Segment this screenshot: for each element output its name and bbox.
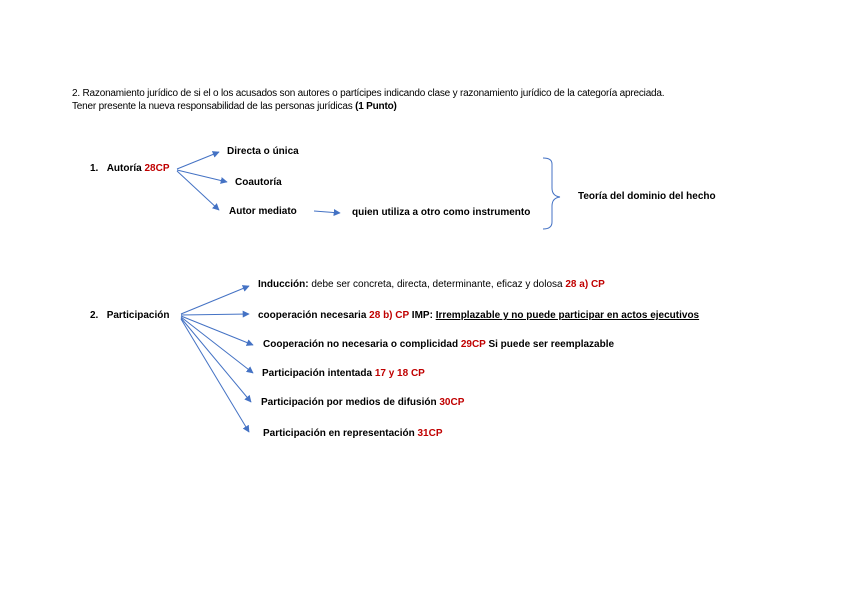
item-intentada	[262, 368, 425, 380]
item-representacion	[263, 428, 443, 440]
item-complicidad	[263, 339, 614, 351]
autoria-label: Autoría	[106, 163, 145, 174]
coop-ref: 28 b) CP	[369, 310, 410, 321]
intentada-ref: 17 y 18 CP	[374, 368, 425, 379]
autoria-mediato: Autor mediato	[229, 206, 297, 217]
difusion-ref: 30CP	[439, 397, 465, 408]
item-cooperacion-necesaria	[258, 310, 699, 322]
intro-line-1: 2. Razonamiento jurídico de si el o los acusados son autores o partícipes indicando clase y razonamiento jurídico de la categoría apreciada.	[72, 88, 665, 99]
participacion-label: Participación	[106, 310, 170, 321]
autoria-number: 1.	[90, 163, 99, 174]
induccion-label: Inducción:	[258, 279, 309, 290]
intro-line-2-text: Tener presente la nueva responsabilidad de las personas jurídicas	[72, 101, 356, 112]
autoria-theory: Teoría del dominio del hecho	[578, 191, 716, 202]
difusion-label: Participación por medios de difusión	[261, 397, 440, 408]
autoria-heading	[90, 163, 169, 175]
arrow-part-representacion	[181, 319, 249, 432]
arrow-autoria-mediato	[177, 171, 219, 210]
arrow-part-coop	[181, 314, 249, 315]
representacion-ref: 31CP	[417, 428, 443, 439]
complicidad-label: Cooperación no necesaria o complicidad	[263, 339, 461, 350]
induccion-ref: 28 a) CP	[565, 279, 605, 290]
complicidad-ref: 29CP	[460, 339, 486, 350]
autoria-ref: 28CP	[144, 163, 170, 174]
complicidad-note: Si puede ser reemplazable	[485, 339, 615, 350]
participacion-heading	[90, 310, 170, 322]
item-difusion	[261, 397, 464, 409]
coop-note: Irremplazable y no puede participar en actos ejecutivos	[435, 310, 700, 321]
arrow-part-induccion	[181, 286, 249, 314]
arrow-autoria-coautoria	[177, 170, 227, 182]
autoria-directa: Directa o única	[227, 146, 299, 157]
participacion-number: 2.	[90, 310, 99, 321]
coop-imp: IMP:	[409, 310, 436, 321]
autoria-mediato-detail: quien utiliza a otro como instrumento	[352, 207, 531, 218]
representacion-label: Participación en representación	[263, 428, 418, 439]
autoria-coautoria: Coautoría	[235, 177, 282, 188]
coop-label: cooperación necesaria	[258, 310, 370, 321]
arrow-part-intentada	[181, 317, 253, 373]
induccion-text: debe ser concreta, directa, determinante, eficaz y dolosa	[308, 279, 566, 290]
item-induccion	[258, 279, 605, 291]
theory-bracket	[543, 158, 560, 229]
intentada-label: Participación intentada	[262, 368, 375, 379]
arrow-autoria-directa	[177, 152, 219, 169]
arrow-mediato-detail	[314, 211, 340, 213]
intro-points: (1 Punto)	[355, 101, 397, 112]
